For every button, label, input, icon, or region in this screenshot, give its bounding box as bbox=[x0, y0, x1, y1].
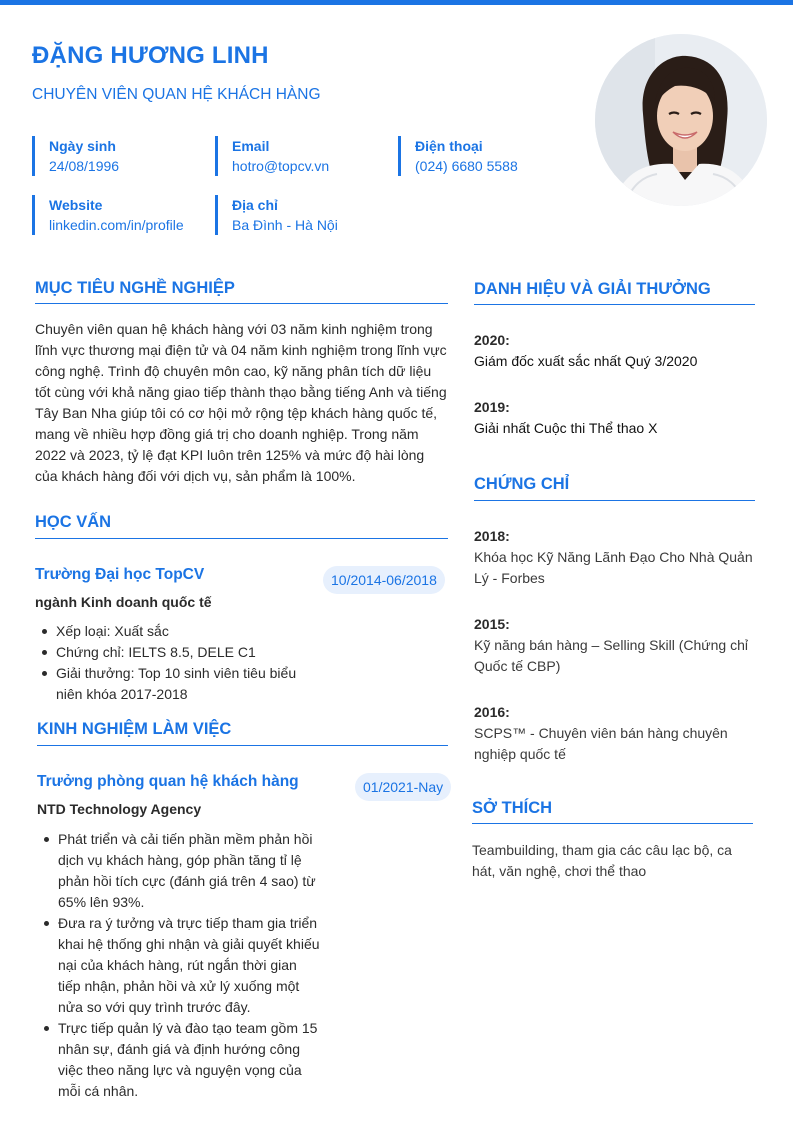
section-divider bbox=[35, 303, 448, 304]
list-item: Chứng chỉ: IELTS 8.5, DELE C1 bbox=[36, 642, 316, 663]
candidate-name: ĐẶNG HƯƠNG LINH bbox=[32, 42, 269, 69]
section-divider bbox=[472, 823, 753, 824]
top-accent-bar bbox=[0, 0, 793, 5]
certificate-text: SCPS™ - Chuyên viên bán hàng chuyên nghiệp quốc tế bbox=[474, 725, 728, 762]
section-divider bbox=[474, 500, 755, 501]
info-website bbox=[32, 195, 184, 235]
objective-text: Chuyên viên quan hệ khách hàng với 03 năm kinh nghiệm trong lĩnh vực thương mại điện tử và 04 năm kinh nghiệm trong lĩnh vực công nghệ. Trình độ chuyên môn cao, kỹ năng phân tích dữ liệu tốt cùng với khả năng giao tiếp thành thạo bằng tiếng Anh và tiếng Tây Ban Nha giúp tôi có cơ hội mở rộng tệp khách hàng quốc tế, mang về nhiều hợp đồng giá trị cho doanh nghiệp. Trong năm 2022 và 2023, tỷ lệ đạt KPI luôn trên 125% và mức độ hài lòng của khách hàng đối với dịch vụ, sản phẩm là 100%. bbox=[35, 321, 447, 484]
info-value[interactable]: linkedin.com/in/profile bbox=[49, 217, 184, 233]
section-title-certificates: CHỨNG CHỈ bbox=[474, 475, 570, 493]
section-title-objective: MỤC TIÊU NGHỀ NGHIỆP bbox=[35, 279, 235, 297]
info-birthday bbox=[32, 136, 119, 176]
section-title-experience: KINH NGHIỆM LÀM VIỆC bbox=[37, 720, 232, 738]
section-title-hobbies: SỞ THÍCH bbox=[472, 799, 553, 817]
info-value: 24/08/1996 bbox=[49, 158, 120, 174]
list-item: Xếp loại: Xuất sắc bbox=[36, 621, 316, 642]
info-value[interactable]: hotro@topcv.vn bbox=[232, 158, 330, 174]
certificate-year: 2015: bbox=[474, 616, 510, 632]
candidate-title: CHUYÊN VIÊN QUAN HỆ KHÁCH HÀNG bbox=[32, 86, 321, 103]
section-divider bbox=[37, 745, 448, 746]
info-address bbox=[215, 195, 338, 235]
info-value[interactable]: (024) 6680 5588 bbox=[415, 158, 518, 174]
info-email bbox=[215, 136, 329, 176]
certificate-year: 2018: bbox=[474, 528, 510, 544]
experience-period-badge: 01/2021-Nay bbox=[355, 773, 451, 801]
education-period-badge: 10/2014-06/2018 bbox=[323, 566, 445, 594]
award-year: 2020: bbox=[474, 332, 510, 348]
list-item: Giải thưởng: Top 10 sinh viên tiêu biểu niên khóa 2017-2018 bbox=[36, 663, 316, 705]
award-text: Giám đốc xuất sắc nhất Quý 3/2020 bbox=[474, 353, 698, 369]
hobbies-text: Teambuilding, tham gia các câu lạc bộ, ca hát, văn nghệ, chơi thể thao bbox=[472, 842, 732, 879]
info-label: Website bbox=[49, 197, 103, 213]
section-divider bbox=[35, 538, 448, 539]
award-year: 2019: bbox=[474, 399, 510, 415]
certificate-text: Khóa học Kỹ Năng Lãnh Đạo Cho Nhà Quản Lý - Forbes bbox=[474, 549, 753, 586]
info-label: Email bbox=[232, 138, 270, 154]
education-details bbox=[36, 621, 316, 705]
award-text: Giải nhất Cuộc thi Thể thao X bbox=[474, 420, 658, 436]
certificate-text: Kỹ năng bán hàng – Selling Skill (Chứng chỉ Quốc tế CBP) bbox=[474, 637, 748, 674]
experience-company: NTD Technology Agency bbox=[37, 801, 202, 817]
info-label: Địa chỉ bbox=[232, 197, 278, 213]
list-item: Đưa ra ý tưởng và trực tiếp tham gia triển khai hệ thống ghi nhận và giải quyết khiếu nại của khách hàng, rút ngắn thời gian tiếp nhận, phản hồi và xử lý xuống một nửa so với quy trình trước đây. bbox=[38, 913, 320, 1018]
experience-details bbox=[38, 829, 320, 1102]
experience-position: Trưởng phòng quan hệ khách hàng bbox=[37, 773, 299, 790]
section-title-awards: DANH HIỆU VÀ GIẢI THƯỞNG bbox=[474, 280, 711, 298]
list-item: Trực tiếp quản lý và đào tạo team gồm 15 nhân sự, đánh giá và định hướng công việc theo năng lực và nguyện vọng của mỗi cá nhân. bbox=[38, 1018, 320, 1102]
info-label: Điện thoại bbox=[415, 138, 483, 154]
section-title-education: HỌC VẤN bbox=[35, 513, 112, 531]
education-major: ngành Kinh doanh quốc tế bbox=[35, 594, 212, 610]
info-value: Ba Đình - Hà Nội bbox=[232, 217, 338, 233]
profile-photo bbox=[595, 34, 767, 206]
list-item: Phát triển và cải tiến phần mềm phản hồi dịch vụ khách hàng, góp phần tăng tỉ lệ phản hồi tích cực (đánh giá trên 4 sao) từ 65% lên 93%. bbox=[38, 829, 320, 913]
info-phone bbox=[398, 136, 518, 176]
certificate-year: 2016: bbox=[474, 704, 510, 720]
info-label: Ngày sinh bbox=[49, 138, 116, 154]
section-divider bbox=[474, 304, 755, 305]
education-school: Trường Đại học TopCV bbox=[35, 566, 205, 583]
